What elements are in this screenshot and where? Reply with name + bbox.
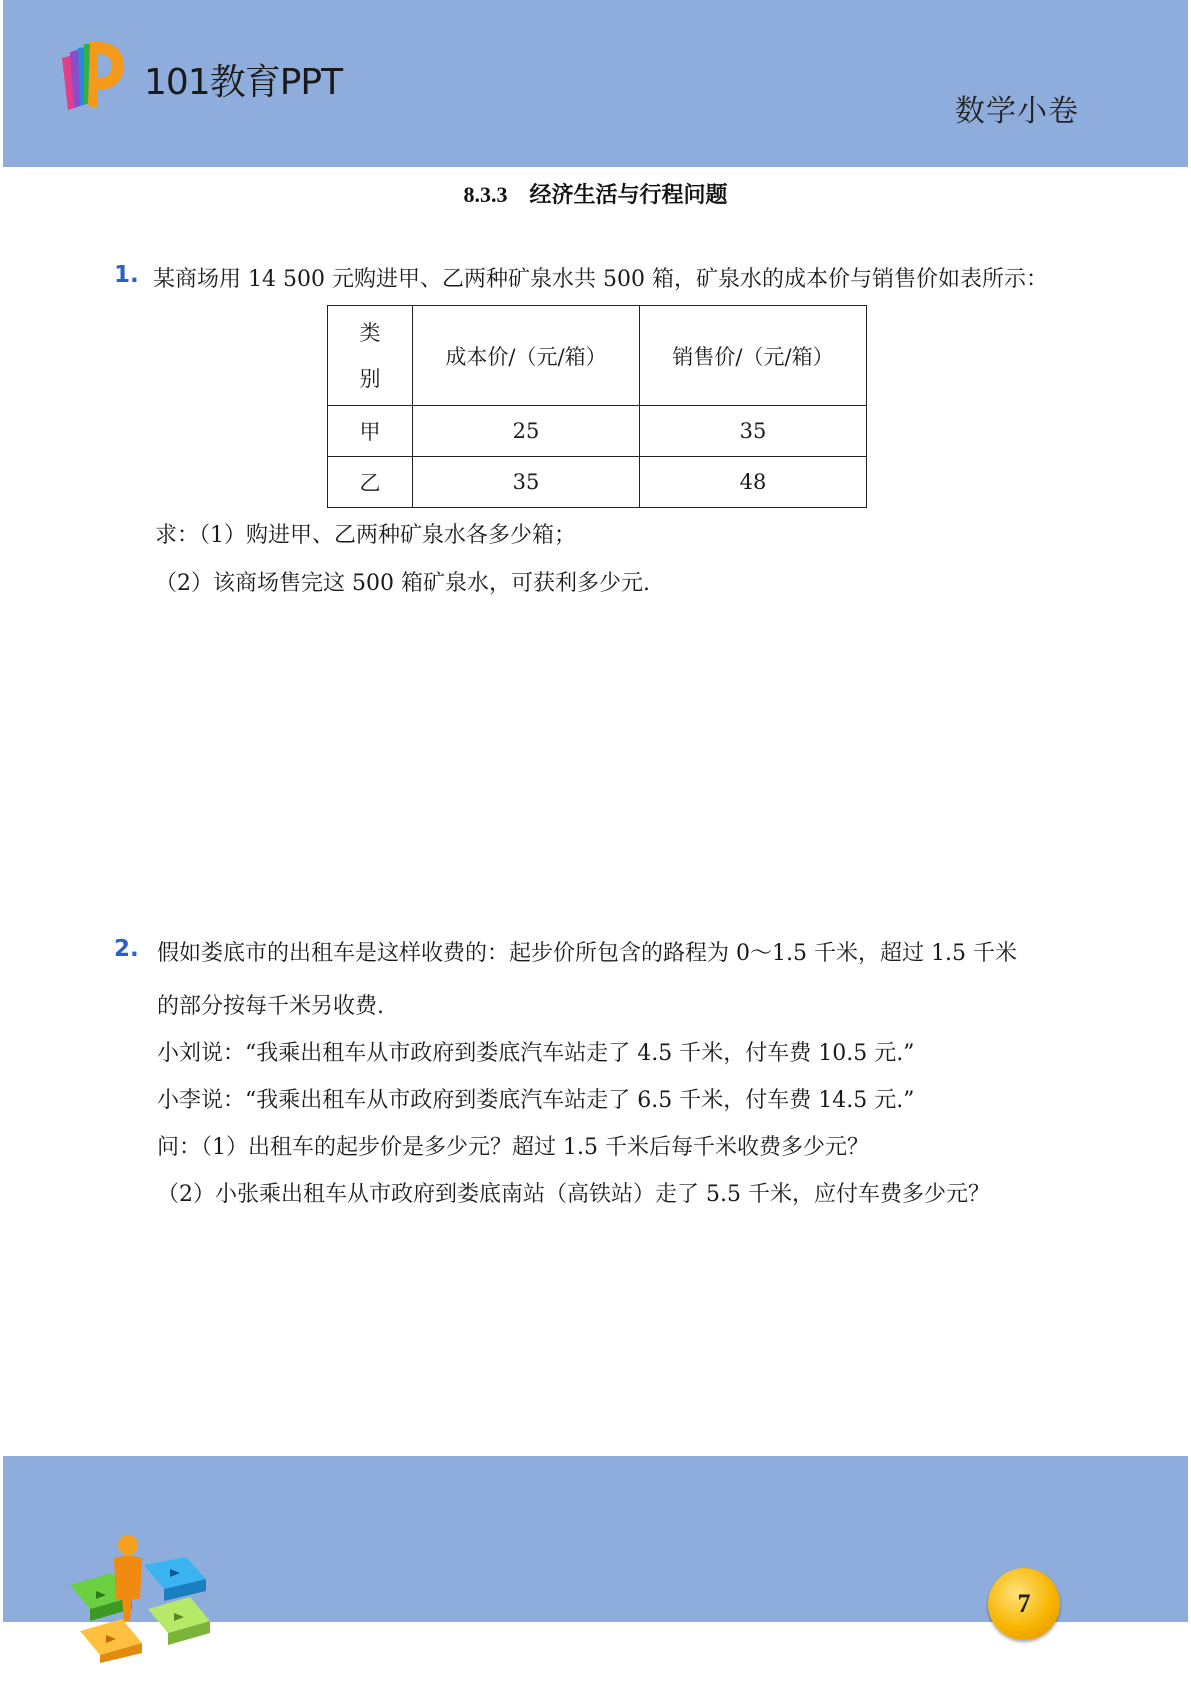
section-number: 8.3.3 — [463, 182, 508, 207]
table-cell: 25 — [413, 406, 640, 457]
table-row — [328, 457, 867, 508]
table-header-cell: 销售价/（元/箱） — [640, 306, 867, 406]
question-1-number: 1. — [114, 262, 139, 288]
question-1-ask-1: 求：（1）购进甲、乙两种矿泉水各多少箱； — [155, 523, 576, 548]
p-logo-icon — [58, 40, 138, 120]
table-row — [328, 406, 867, 457]
question-2-line-1: 假如娄底市的出租车是这样收费的：起步价所包含的路程为 0～1.5 千米，超过 1.5 千米 — [157, 941, 1017, 966]
table-header-row — [328, 306, 867, 406]
question-1-intro: 某商场用 14 500 元购进甲、乙两种矿泉水共 500 箱，矿泉水的成本价与销售价如表所示： — [153, 267, 1048, 292]
table-cell: 35 — [640, 406, 867, 457]
question-2-number: 2. — [114, 936, 139, 962]
price-table — [327, 305, 867, 508]
brand-logo — [58, 40, 418, 120]
series-title: 数学小卷 — [955, 94, 1079, 129]
page-title — [0, 178, 1191, 209]
table-header-cell: 类别 — [328, 306, 413, 406]
table-cell: 乙 — [328, 457, 413, 508]
table-cell: 48 — [640, 457, 867, 508]
question-2-line-2: 的部分按每千米另收费. — [157, 994, 384, 1019]
question-1-ask-2: （2）该商场售完这 500 箱矿泉水，可获利多少元. — [155, 571, 650, 596]
question-2-line-3: 小刘说：“我乘出租车从市政府到娄底汽车站走了 4.5 千米，付车费 10.5 元.” — [157, 1041, 915, 1066]
question-2-ask-2: （2）小张乘出租车从市政府到娄底南站（高铁站）走了 5.5 千米，应付车费多少元？ — [157, 1182, 990, 1207]
question-2-line-4: 小李说：“我乘出租车从市政府到娄底汽车站走了 6.5 千米，付车费 14.5 元.” — [157, 1088, 915, 1113]
section-title: 经济生活与行程问题 — [529, 182, 728, 208]
table-header-cell: 成本价/（元/箱） — [413, 306, 640, 406]
table-cell: 35 — [413, 457, 640, 508]
mascot-blocks-icon — [66, 1535, 216, 1669]
table-cell: 甲 — [328, 406, 413, 457]
question-2-ask-1: 问：（1）出租车的起步价是多少元？超过 1.5 千米后每千米收费多少元？ — [157, 1135, 869, 1160]
brand-name: 101教育PPT — [144, 62, 343, 103]
page-number-badge: 7 — [988, 1568, 1060, 1640]
